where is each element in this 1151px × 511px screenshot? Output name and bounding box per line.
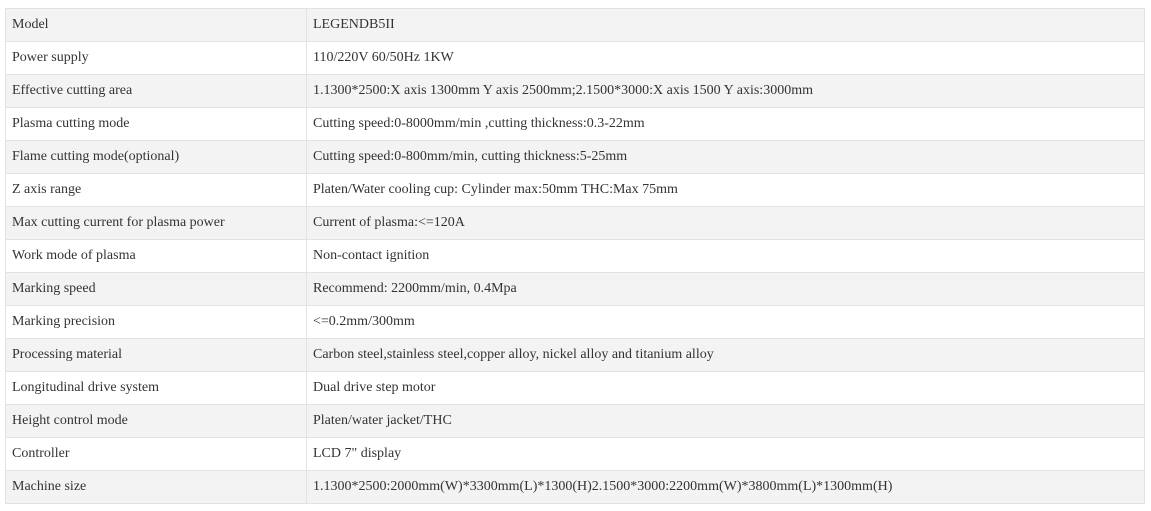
spec-label: Work mode of plasma	[6, 240, 307, 273]
spec-label: Effective cutting area	[6, 75, 307, 108]
table-row	[6, 108, 1145, 141]
spec-value: Cutting speed:0-8000mm/min ,cutting thickness:0.3-22mm	[307, 108, 1145, 141]
table-row	[6, 207, 1145, 240]
spec-value: Dual drive step motor	[307, 372, 1145, 405]
spec-value: <=0.2mm/300mm	[307, 306, 1145, 339]
table-row	[6, 372, 1145, 405]
table-row	[6, 471, 1145, 504]
spec-label: Flame cutting mode(optional)	[6, 141, 307, 174]
spec-value: 110/220V 60/50Hz 1KW	[307, 42, 1145, 75]
spec-label: Processing material	[6, 339, 307, 372]
table-row	[6, 141, 1145, 174]
table-row	[6, 438, 1145, 471]
spec-label: Plasma cutting mode	[6, 108, 307, 141]
spec-value: LCD 7" display	[307, 438, 1145, 471]
spec-value: Cutting speed:0-800mm/min, cutting thickness:5-25mm	[307, 141, 1145, 174]
table-row	[6, 9, 1145, 42]
spec-value: 1.1300*2500:2000mm(W)*3300mm(L)*1300(H)2.1500*3000:2200mm(W)*3800mm(L)*1300mm(H)	[307, 471, 1145, 504]
spec-label: Height control mode	[6, 405, 307, 438]
spec-label: Marking speed	[6, 273, 307, 306]
spec-label: Z axis range	[6, 174, 307, 207]
spec-label: Longitudinal drive system	[6, 372, 307, 405]
spec-label: Controller	[6, 438, 307, 471]
spec-label: Model	[6, 9, 307, 42]
spec-value: Carbon steel,stainless steel,copper alloy, nickel alloy and titanium alloy	[307, 339, 1145, 372]
spec-label: Machine size	[6, 471, 307, 504]
spec-value: LEGENDB5II	[307, 9, 1145, 42]
spec-value: Current of plasma:<=120A	[307, 207, 1145, 240]
table-row	[6, 75, 1145, 108]
spec-value: Platen/water jacket/THC	[307, 405, 1145, 438]
spec-value: 1.1300*2500:X axis 1300mm Y axis 2500mm;2.1500*3000:X axis 1500 Y axis:3000mm	[307, 75, 1145, 108]
spec-table-body	[6, 9, 1145, 504]
spec-label: Marking precision	[6, 306, 307, 339]
table-row	[6, 405, 1145, 438]
table-row	[6, 174, 1145, 207]
spec-value: Platen/Water cooling cup: Cylinder max:50mm THC:Max 75mm	[307, 174, 1145, 207]
table-row	[6, 273, 1145, 306]
table-row	[6, 339, 1145, 372]
spec-table	[5, 8, 1145, 504]
spec-value: Recommend: 2200mm/min, 0.4Mpa	[307, 273, 1145, 306]
spec-value: Non-contact ignition	[307, 240, 1145, 273]
table-row	[6, 306, 1145, 339]
spec-label: Max cutting current for plasma power	[6, 207, 307, 240]
table-row	[6, 240, 1145, 273]
table-row	[6, 42, 1145, 75]
spec-label: Power supply	[6, 42, 307, 75]
